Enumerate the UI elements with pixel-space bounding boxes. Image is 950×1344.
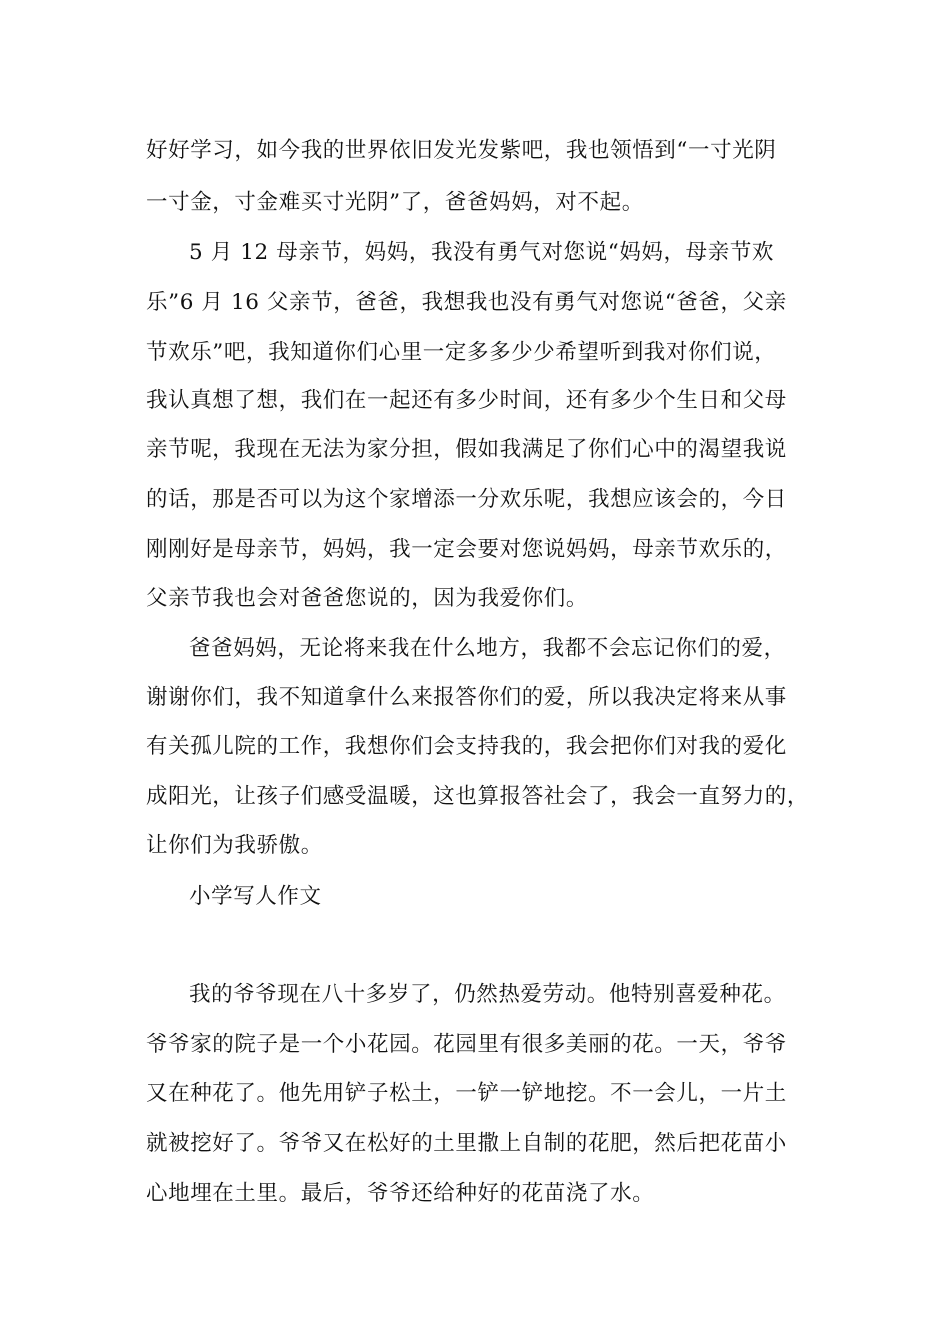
text-line: 一寸金，寸金难买寸光阴”了，爸爸妈妈，对不起。	[146, 190, 644, 215]
text-line: 刚刚好是母亲节，妈妈，我一定会要对您说妈妈，母亲节欢乐的，	[146, 537, 787, 562]
text-line: 成阳光，让孩子们感受温暖，这也算报答社会了，我会一直努力的，	[146, 784, 810, 809]
text-line: 父亲节我也会对爸爸您说的，因为我爱你们。	[146, 586, 589, 611]
text-line: 谢谢你们，我不知道拿什么来报答你们的爱，所以我决定将来从事	[146, 685, 787, 710]
paragraph-first-line: 我的爷爷现在八十多岁了，仍然热爱劳动。他特别喜爱种花。	[189, 982, 786, 1007]
text-line: 让你们为我骄傲。	[146, 833, 323, 858]
text-line: 又在种花了。他先用铲子松土，一铲一铲地挖。不一会儿，一片土	[146, 1081, 787, 1106]
text-line: 好好学习，如今我的世界依旧发光发紫吧，我也领悟到“一寸光阴	[146, 138, 777, 163]
text-line: 我认真想了想，我们在一起还有多少时间，还有多少个生日和父母	[146, 388, 787, 413]
text-line: 亲节呢，我现在无法为家分担，假如我满足了你们心中的渴望我说	[146, 437, 787, 462]
section-title: 小学写人作文	[189, 884, 322, 909]
text-line: 有关孤儿院的工作，我想你们会支持我的，我会把你们对我的爱化	[146, 734, 787, 759]
text-line: 爷爷家的院子是一个小花园。花园里有很多美丽的花。一天，爷爷	[146, 1032, 787, 1057]
text-line: 节欢乐”吧，我知道你们心里一定多多少少希望听到我对你们说，	[146, 340, 777, 365]
text-line: 乐”6 月 16 父亲节，爸爸，我想我也没有勇气对您说“爸爸，父亲	[146, 290, 787, 315]
text-line: 心地埋在土里。最后，爷爷还给种好的花苗浇了水。	[146, 1181, 655, 1206]
text-line: 就被挖好了。爷爷又在松好的土里撒上自制的花肥，然后把花苗小	[146, 1131, 787, 1156]
paragraph-first-line: 5 月 12 母亲节，妈妈，我没有勇气对您说“妈妈，母亲节欢	[189, 240, 775, 265]
text-line: 的话，那是否可以为这个家增添一分欢乐呢，我想应该会的，今日	[146, 487, 787, 512]
paragraph-first-line: 爸爸妈妈，无论将来我在什么地方，我都不会忘记你们的爱，	[189, 636, 786, 661]
